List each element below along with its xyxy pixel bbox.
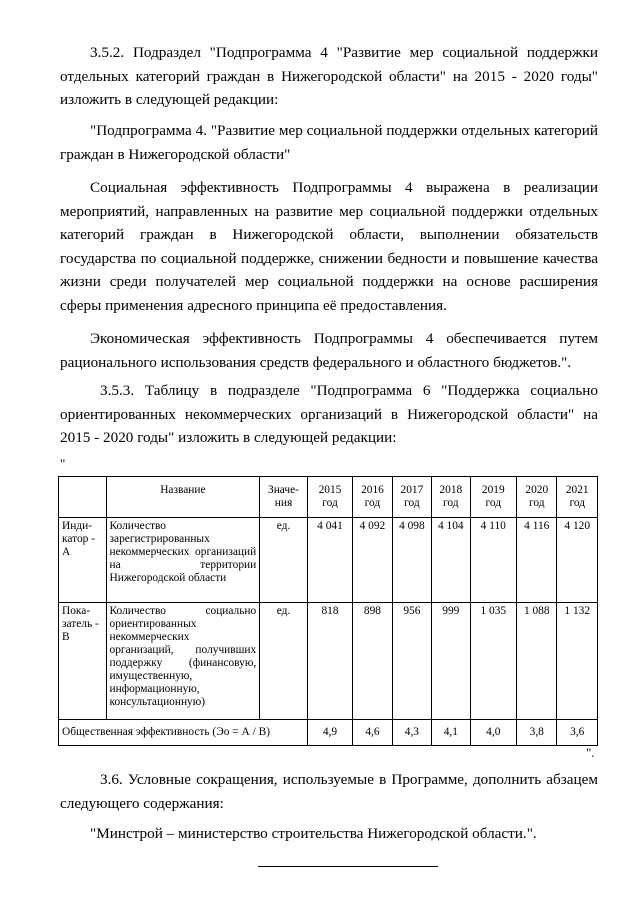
total-value-2016: 4,6 [353, 720, 392, 746]
row-value-2015: 4 041 [307, 518, 353, 603]
paragraph-minstroy-definition: "Минстрой – министерство строительства Нижегородской области.". [90, 825, 537, 842]
header-name: Название [106, 477, 260, 518]
row-value-2016: 4 092 [353, 518, 392, 603]
row-value-2019: 4 110 [470, 518, 517, 603]
row-value-2021: 1 132 [557, 603, 598, 720]
total-value-2017: 4,3 [392, 720, 431, 746]
header-year-2019: 2019 год [470, 477, 517, 518]
row-value-2018: 999 [432, 603, 470, 720]
row-unit: ед. [260, 603, 308, 720]
row-value-2017: 4 098 [392, 518, 431, 603]
paragraph-economic-efficiency: Экономическая эффективность Подпрограммы 4 обеспечивается путем рационального использования средств федерального и областного бюджетов.". [60, 330, 598, 371]
row-value-2020: 1 088 [517, 603, 557, 720]
header-unit: Значе-ния [260, 477, 308, 518]
paragraph-3-5-2: 3.5.2. Подраздел "Подпрограмма 4 "Развитие мер социальной поддержки отдельных категорий граждан в Нижегородской области" на 2015 - 2020 годы" изложить в следующей редакции: [60, 44, 598, 108]
header-code [59, 477, 107, 518]
header-year-2015: 2015 год [307, 477, 353, 518]
row-value-2018: 4 104 [432, 518, 470, 603]
end-divider-line [258, 866, 438, 867]
table-header-row [59, 477, 598, 518]
paragraph-3-5-3: 3.5.3. Таблицу в подразделе "Подпрограмма 6 "Поддержка социально ориентированных некоммерческих организаций в Нижегородской области" на 2015 - 2020 годы" изложить в следующей редакции: [60, 382, 598, 446]
row-code: Пока-затель - В [59, 603, 107, 720]
header-year-2018: 2018 год [432, 477, 470, 518]
table-row-indicator-a [59, 518, 598, 603]
row-value-2015: 818 [307, 603, 353, 720]
row-value-2017: 956 [392, 603, 431, 720]
table-closing-quote: ". [586, 745, 595, 760]
table-row-total [59, 720, 598, 746]
header-year-2021: 2021 год [557, 477, 598, 518]
indicators-table [58, 476, 598, 746]
paragraph-social-efficiency: Социальная эффективность Подпрограммы 4 выражена в реализации мероприятий, направленных на развитие мер социальной поддержки отдельных категорий граждан в Нижегородской области, выполнении обязательств государства по социальной поддержке, снижении бедности и повышение качества жизни среди получателей мер социальной поддержки на основе расширения сферы применения адресного принципа её предоставления. [60, 179, 598, 314]
total-label: Общественная эффективность (Эо = А / В) [59, 720, 308, 746]
row-name: Количество зарегистрированных некоммерческих организаций на территории Нижегородской области [106, 518, 260, 603]
total-value-2018: 4,1 [432, 720, 470, 746]
row-value-2016: 898 [353, 603, 392, 720]
row-value-2020: 4 116 [517, 518, 557, 603]
row-value-2019: 1 035 [470, 603, 517, 720]
row-unit: ед. [260, 518, 308, 603]
table-row-indicator-b [59, 603, 598, 720]
paragraph-subprogram-4-title: "Подпрограмма 4. "Развитие мер социальной поддержки отдельных категорий граждан в Нижегородской области" [60, 122, 598, 163]
row-name: Количество социально ориентированных некоммерческих организаций, получивших поддержку (финансовую, имущественную, информационную, консультационную) [106, 603, 260, 720]
total-value-2020: 3,8 [517, 720, 557, 746]
total-value-2021: 3,6 [557, 720, 598, 746]
header-year-2020: 2020 год [517, 477, 557, 518]
row-value-2021: 4 120 [557, 518, 598, 603]
row-code: Инди-катор - А [59, 518, 107, 603]
header-year-2017: 2017 год [392, 477, 431, 518]
header-year-2016: 2016 год [353, 477, 392, 518]
table-opening-quote: " [60, 456, 66, 471]
paragraph-3-6: 3.6. Условные сокращения, используемые в Программе, дополнить абзацем следующего содержания: [60, 771, 598, 812]
total-value-2019: 4,0 [470, 720, 517, 746]
total-value-2015: 4,9 [307, 720, 353, 746]
